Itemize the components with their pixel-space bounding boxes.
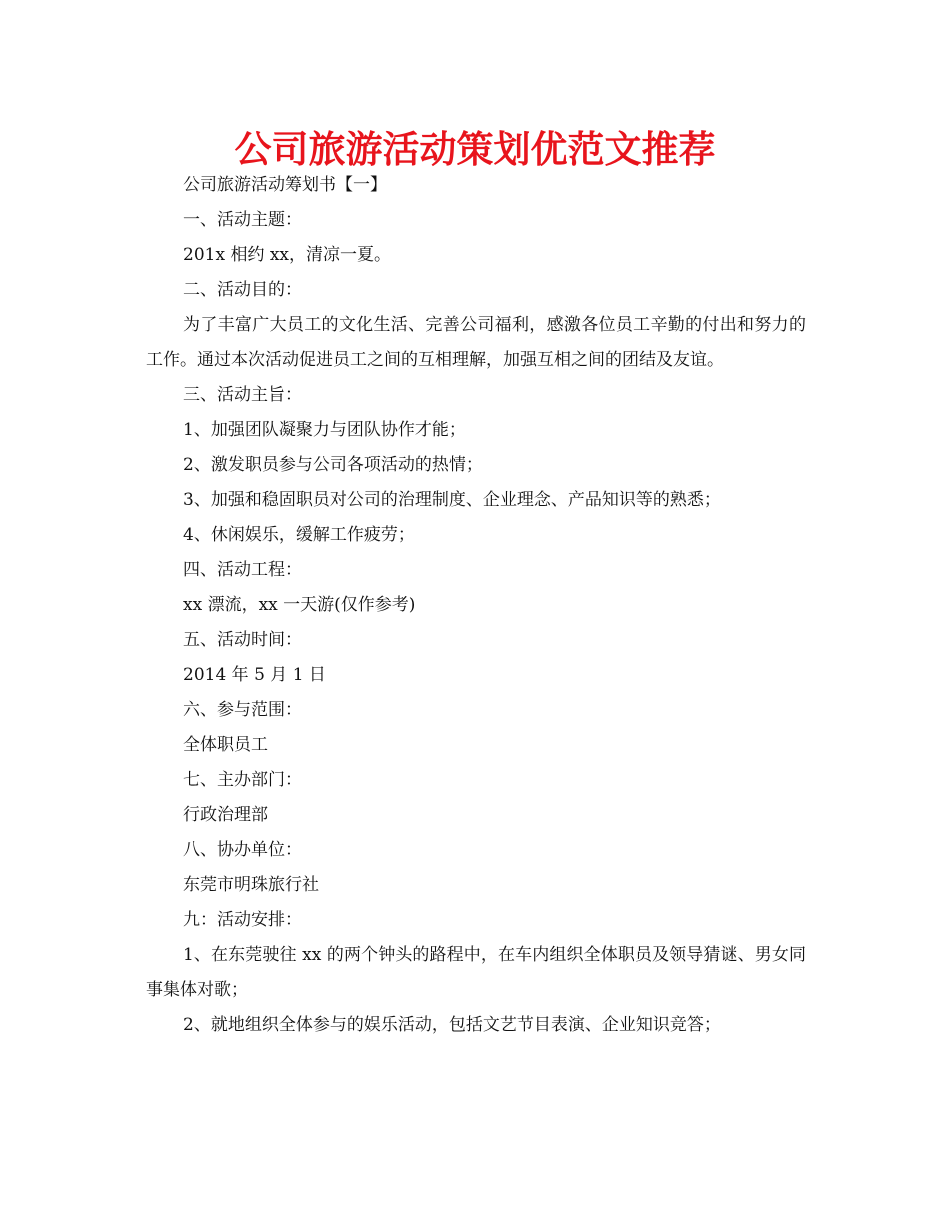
paragraph-date: 2014 年 5 月 1 日	[183, 665, 326, 685]
paragraph-section-4-heading: 四、活动工程：	[183, 560, 302, 580]
paragraph-section-5-heading: 五、活动时间：	[183, 630, 302, 650]
paragraph-aim-1: 1、加强团队凝聚力与团队协作才能；	[183, 420, 466, 440]
paragraph-aim-3: 3、加强和稳固职员对公司的治理制度、企业理念、产品知识等的熟悉；	[183, 490, 721, 510]
paragraph-section-3-heading: 三、活动主旨：	[183, 385, 302, 405]
paragraph-theme: 201x 相约 xx，清凉一夏。	[183, 245, 392, 265]
document-title: 公司旅游活动策划优范文推荐	[234, 128, 716, 171]
paragraph-section-1-heading: 一、活动主题：	[183, 210, 302, 230]
paragraph-aim-2: 2、激发职员参与公司各项活动的热情；	[183, 455, 483, 475]
paragraph-scope: 全体职员工	[183, 735, 268, 755]
paragraph-organizer: 行政治理部	[183, 805, 268, 825]
paragraph-purpose: 为了丰富广大员工的文化生活、完善公司福利，感激各位员工辛勤的付出和努力的工作。通过本次活动促进员工之间的互相理解，加强互相之间的团结及友谊。	[146, 315, 806, 370]
paragraph-aim-4: 4、休闲娱乐，缓解工作疲劳；	[183, 525, 415, 545]
paragraph-co-organizer: 东莞市明珠旅行社	[183, 875, 319, 895]
document-body	[146, 168, 806, 1043]
paragraph-project: xx 漂流，xx 一天游(仅作参考)	[183, 595, 416, 615]
paragraph-plan-heading: 公司旅游活动筹划书【一】	[183, 175, 387, 195]
paragraph-section-7-heading: 七、主办部门：	[183, 770, 302, 790]
paragraph-section-8-heading: 八、协办单位：	[183, 840, 302, 860]
paragraph-section-2-heading: 二、活动目的：	[183, 280, 302, 300]
paragraph-arrangement-2: 2、就地组织全体参与的娱乐活动，包括文艺节目表演、企业知识竞答；	[183, 1015, 721, 1035]
paragraph-section-6-heading: 六、参与范围：	[183, 700, 302, 720]
paragraph-arrangement-1: 1、在东莞驶往 xx 的两个钟头的路程中，在车内组织全体职员及领导猜谜、男女同事集体对歌；	[146, 945, 806, 1000]
paragraph-section-9-heading: 九：活动安排：	[183, 910, 302, 930]
